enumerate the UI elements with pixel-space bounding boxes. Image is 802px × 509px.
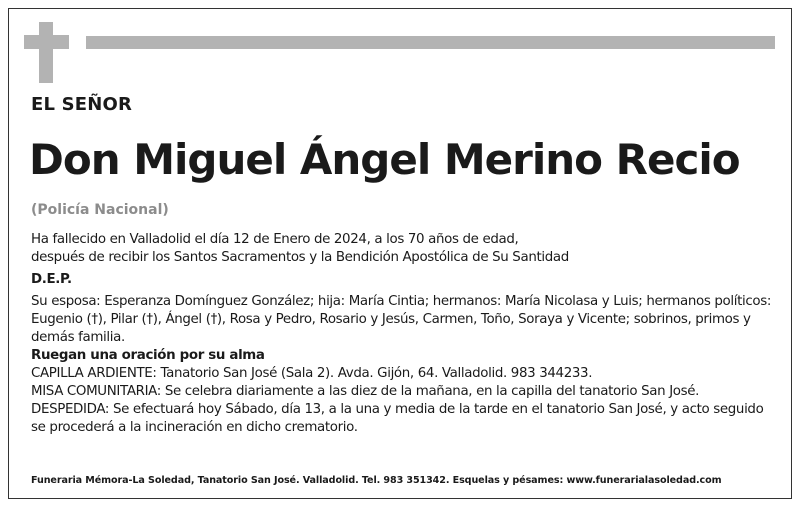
honorific: EL SEÑOR [31,94,133,115]
deceased-name: Don Miguel Ángel Merino Recio [29,135,740,184]
farewell-info: DESPEDIDA: Se efectuará hoy Sábado, día 13, a la una y media de la tarde en el tanatorio San José, y acto seguido se procederá a la incineración en dicho crematorio. [31,402,764,435]
death-notice-line: después de recibir los Santos Sacramentos y la Bendición Apostólica de Su Santidad [31,250,569,265]
prayer-request: Ruegan una oración por su alma [31,348,265,363]
cross-icon-arm [24,35,69,49]
deceased-profession: (Policía Nacional) [31,202,169,218]
chapel-info: CAPILLA ARDIENTE: Tanatorio San José (Sala 2). Avda. Gijón, 64. Valladolid. 983 344233. [31,366,593,381]
header-bar [86,36,775,49]
dep-label: D.E.P. [31,272,72,287]
funeral-home-footer: Funeraria Mémora-La Soledad, Tanatorio San José. Valladolid. Tel. 983 351342. Esquelas y pésames: www.funerarialasoledad.com [31,475,722,486]
obituary-body [31,231,771,437]
family-list: Su esposa: Esperanza Domínguez González; hija: María Cintia; hermanos: María Nicolasa y Luis; hermanos políticos: Eugenio (†), Pilar (†), Ángel (†), Rosa y Pedro, Rosario y Jesús, Carmen, Toño, Soraya y Vicente; sobrinos, primos y demás familia. [31,294,772,345]
death-notice-line: Ha fallecido en Valladolid el día 12 de Enero de 2024, a los 70 años de edad, [31,232,519,247]
cross-icon [39,22,53,83]
mass-info: MISA COMUNITARIA: Se celebra diariamente a las diez de la mañana, en la capilla del tanatorio San José. [31,384,700,399]
